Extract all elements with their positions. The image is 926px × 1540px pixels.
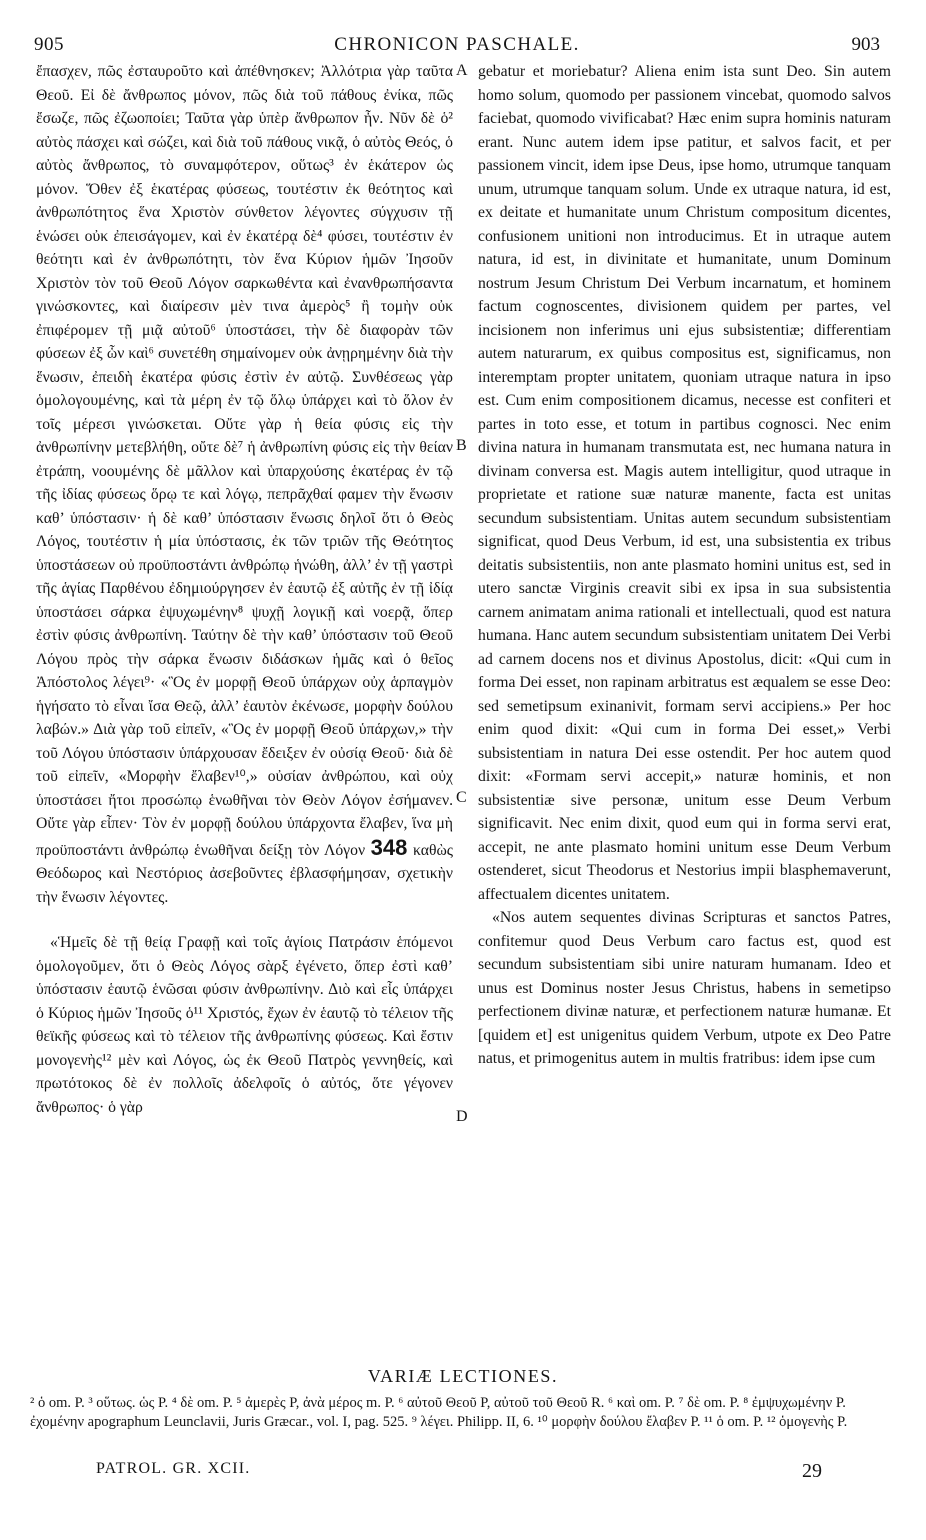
variae-lectiones-title: VARIÆ LECTIONES. xyxy=(367,1366,559,1386)
margin-letter-c: C xyxy=(456,789,467,806)
latin-paragraph-1: gebatur et moriebatur? Aliena enim ista sunt Deo. Sin autem homo solum, quomodo per passionem vincebat, quomodo salvos faciebat, quomodo vivificabat? Hæc enim supra hominis naturam erant. Nunc autem idem ipse patitur, et salvos facit, et per passionem vincit, idem ipse Deus, ipse homo, utrumque tanquam unum, utrumque tanquam solum. Unde ex utraque natura, id est, ex deitate et humanitate unum Christum compositum dicentes, confusionem unitioni non introducimus. Et in utraque autem natura, id est, in divinitate et humanitate, unum Dominum nostrum Jesum Christum Dei Verbum incarnatum, et hominem factum cognoscentes, divisionem quidem per partes, vel incisionem non inferimus uni ejus subsistentiæ; differentiam autem naturarum, ex quibus compositus est, significamus, non interemptam propter unitatem, quoniam utraque natura in ipso est. Cum enim compositionem dicamus, necesse est confiteri et partes in toto esse, et totum in partibus cognosci. Nec enim divina natura in humanam transmutata est, nec humana natura in divinam conversa est. Magis autem intelligitur, quod utraque in proprietate et ratione suæ naturæ manente, facta est unitas secundum subsistentiam. Unitas autem secundum subsistentiam significat, quod Deus Verbum, id est, una subsistentia ex tribus deitatis subsistentiis, non ante plasmato homini unitus est, sed in utero sanctæ Virginis creavit sibi ex ipsa in sua subsistentia carnem animatam anima rationali et intellectuali, quod est natura humana. Hanc autem secundum subsistentiam unitatem Dei Verbi ad carnem docens nos et divinus Apostolus, dicit: «Qui cum in forma Dei esset, non rapinam arbitratus est æqualem se esse Deo: sed semetipsum exinanivit, formam servi accipiens.» Per hoc enim quod dixit: «Qui cum in forma Dei esset,» Verbi subsistentiam in natura Dei esse ostendit. Per hoc autem quod dixit: «Formam servi accepit,» naturæ hominis, et non subsistentiæ sive personæ, unitum esse Deum Verbum significavit. Nec enim dixit, quod eum qui in forma servi erat, accepit, ne ante plasmato homini unitum esse Deum Verbum ostenderet, sicut Theodorus et Nestorius impii blasphemaverunt, affectualem dicentes unitatem. xyxy=(478,63,891,903)
greek-paragraph-1-text: ἔπασχεν, πῶς ἐσταυροῦτο καὶ ἀπέθνησκεν; Ἀλλότρια γὰρ ταῦτα Θεοῦ. Εἰ δὲ ἄνθρωπος μόνον, πῶς διὰ τοῦ πάθους ἐνίκα, πῶς ἔσωζε, πῶς ἐζωοποίει; Ταῦτα γὰρ ὑπὲρ ἄνθρωπον ἦν. Νῦν δὲ ὁ² αὐτὸς πάσχει καὶ σώζει, καὶ διὰ τοῦ πάθους νικᾷ, ὁ αὐτὸς Θεός, ὁ αὐτὸς ἄνθρωπος, τὸ συναμφότερον, οὕτως³ ἐν ἑκάτερον ὡς μόνον. Ὅθεν ἐξ ἑκατέρας φύσεως, τουτέστιν ἐκ θεότητος καὶ ἀνθρωπότητος ἕνα Χριστὸν σύνθετον λέγοντες σύγχυσιν τῇ ἑνώσει οὐκ ἐπεισάγομεν, καὶ ἐν ἑκατέρᾳ δὲ⁴ φύσει, τουτέστιν ἐν θεότητι καὶ ἐν ἀνθρωπότητι, τὸν ἕνα Κύριον ἡμῶν Ἰησοῦν Χριστὸν τὸν τοῦ Θεοῦ Λόγον σαρκωθέντα καὶ ἐνανθρωπήσαντα γινώσκοντες, καὶ διαίρεσιν μὲν τινα ἀμερὸς⁵ ἢ τομὴν οὐκ ἐπιφέρομεν τῇ μιᾷ αὐτοῦ⁶ ὑποστάσει, τὴν δὲ διαφορὰν τῶν φύσεων ἐξ ὧν καὶ⁶ συνετέθη σημαίνομεν οὐκ ἀνῃρημένην διὰ τὴν ἕνωσιν, ἐπειδὴ ἑκατέρα φύσις ἐστὶν ἐν αὐτῷ. Συνθέσεως γὰρ ὁμολογουμένης, καὶ τὰ μέρη ἐν τῷ ὅλῳ ὑπάρχει καὶ τὸ ὅλον ἐν τοῖς μέρεσι γινώσκεται. Οὔτε γὰρ ἡ θεία φύσις εἰς τὴν ἀνθρωπίνην μετεβλήθη, οὔτε δὲ⁷ ἡ ἀνθρωπίνη φύσις εἰς τὴν θείαν ἐτράπη, νοουμένης δὲ μᾶλλον καὶ ὑπαρχούσης ἑκατέρας ἐν τῷ τῆς ἰδίας φύσεως ὅρῳ τε καὶ λόγῳ, πεπρᾶχθαί φαμεν τὴν ἕνωσιν καθ’ ὑπόστασιν· ἡ δὲ καθ’ ὑπόστασιν ἕνωσις δηλοῖ ὅτι ὁ Θεὸς Λόγος, τουτέστιν ἡ μία ὑπόστασις, ἐκ τῶν τριῶν τῆς Θεότητος ὑποστάσεων οὐ προϋποστάντι ἀνθρώπῳ ἡνώθη, ἀλλ’ ἐν τῇ γαστρὶ τῆς ἁγίας Παρθένου ἐδημιούργησεν ἐν ἑαυτῷ ἐξ αὐτῆς ἐν τῇ ἰδίᾳ ὑποστάσει σάρκα ἐψυχωμένην⁸ ψυχῇ λογικῇ καὶ νοερᾷ, ὅπερ ἐστὶν φύσις ἀνθρωπίνη. Ταύτην δὲ τὴν καθ’ ὑπόστασιν τοῦ Θεοῦ Λόγου πρὸς τὴν σάρκα ἕνωσιν διδάσκων ἡμᾶς καὶ ὁ θεῖος Ἀπόστολος λέγει⁹· «Ὃς ἐν μορφῇ Θεοῦ ὑπάρχων οὐχ ἁρπαγμὸν ἡγήσατο τὸ εἶναι ἴσα Θεῷ, ἀλλ’ ἑαυτὸν ἐκένωσε, μορφὴν δούλου λαβών.» Διὰ γὰρ τοῦ εἰπεῖν, «Ὃς ἐν μορφῇ Θεοῦ ὑπάρχων,» τὴν τοῦ Λόγου ὑπόστασιν ὑπάρχουσαν ἔδειξεν ἐν οὐσίᾳ Θεοῦ· διὰ δὲ τοῦ εἰπεῖν, «Μορφὴν ἔλαβεν¹⁰,» οὐσίαν ἀνθρώπου, καὶ οὐχ ὑποστάσει ἤτοι προσώπῳ ἑνωθῆναι τὸν Θεὸν Λόγον ἐσήμανεν. Οὔτε γὰρ εἶπεν· Τὸν ἐν μορφῇ δούλου ὑπάρχοντα ἔλαβεν, ἵνα μὴ προϋποστάντι ἀνθρώπῳ ἑνωθῆναι δείξῃ τὸν Λόγον xyxy=(36,63,453,859)
page-header xyxy=(34,34,880,58)
greek-paragraph-1 xyxy=(36,60,453,909)
signature-mark: PATROL. GR. XCII. xyxy=(96,1460,251,1477)
greek-column xyxy=(36,60,453,1119)
page-number-left: 905 xyxy=(34,34,64,55)
page-footer xyxy=(96,1460,822,1486)
variae-lectiones-notes: ² ὁ om. P. ³ οὕτως. ὡς P. ⁴ δὲ om. P. ⁵ ἀμερὲς P, ἀνὰ μέρος m. P. ⁶ αὐτοῦ Θεοῦ P, αὐτοῦ τοῦ Θεοῦ R. ⁶ καὶ om. P. ⁷ δὲ om. P. ⁸ ἐμψυχωμένην P. ἐχομένην apographum Leunclavii, Juris Græcar., vol. I, pag. 525. ⁹ λέγει. Philipp. II, 6. ¹⁰ μορφὴν δούλου ἔλαβεν P. ¹¹ ὁ om. P. ¹² ὁμογενὴς P. xyxy=(30,1395,848,1430)
latin-paragraph-2: «Nos autem sequentes divinas Scripturas et sanctos Patres, confitemur quod Deus Verbum caro factus est, quod est secundum subsistentiam sibi unire naturam humanam. Ideo et unus est Dominus noster Jesus Christus, habens in semetipso perfectionem divinæ naturæ, et perfectionem naturæ humanæ. Et [quidem et] est unigenitus quidem Verbum, utpote ex Deo Patre natus, et primogenitus autem in multis fratribus: idem ipse cum xyxy=(478,909,891,1067)
margin-letter-d: D xyxy=(456,1108,468,1125)
column-number: 348 xyxy=(370,834,408,860)
page-number-right: 903 xyxy=(851,34,880,55)
greek-paragraph-1-continued: καθὼς Θεόδωρος καὶ Νεστόριος ἀσεβοῦντες ἐβλασφήμησαν, σχετικὴν τὴν ἕνωσιν λέγοντες. xyxy=(36,841,453,906)
gathering-number: 29 xyxy=(802,1460,822,1482)
margin-letter-b: B xyxy=(456,437,467,454)
running-title: CHRONICON PASCHALE. xyxy=(334,34,580,55)
margin-letter-a: A xyxy=(456,62,468,79)
greek-paragraph-2: «Ἡμεῖς δὲ τῇ θείᾳ Γραφῇ καὶ τοῖς ἁγίοις Πατράσιν ἑπόμενοι ὁμολογοῦμεν, ὅτι ὁ Θεὸς Λόγος σὰρξ ἐγένετο, ὅπερ ἐστὶ καθ’ ὑπόστασιν ἑαυτῷ ἑνῶσαι φύσιν ἀνθρωπίνην. Διὸ καὶ εἷς ὑπάρχει ὁ Κύριος ἡμῶν Ἰησοῦς ὁ¹¹ Χριστός, ἔχων ἐν ἑαυτῷ τὸ τέλειον τῆς θεϊκῆς φύσεως καὶ τὸ τέλειον τῆς ἀνθρωπίνης φύσεως. Καὶ ἔστιν μονογενὴς¹² μὲν καὶ Λόγος, ὡς ἐκ Θεοῦ Πατρὸς γεννηθείς, καὶ πρωτότοκος δὲ ἐν πολλοῖς ἀδελφοῖς ὁ αὐτός, ὅτε γέγονεν ἄνθρωπος· ὁ γὰρ xyxy=(36,934,453,1116)
latin-column xyxy=(478,60,891,1071)
